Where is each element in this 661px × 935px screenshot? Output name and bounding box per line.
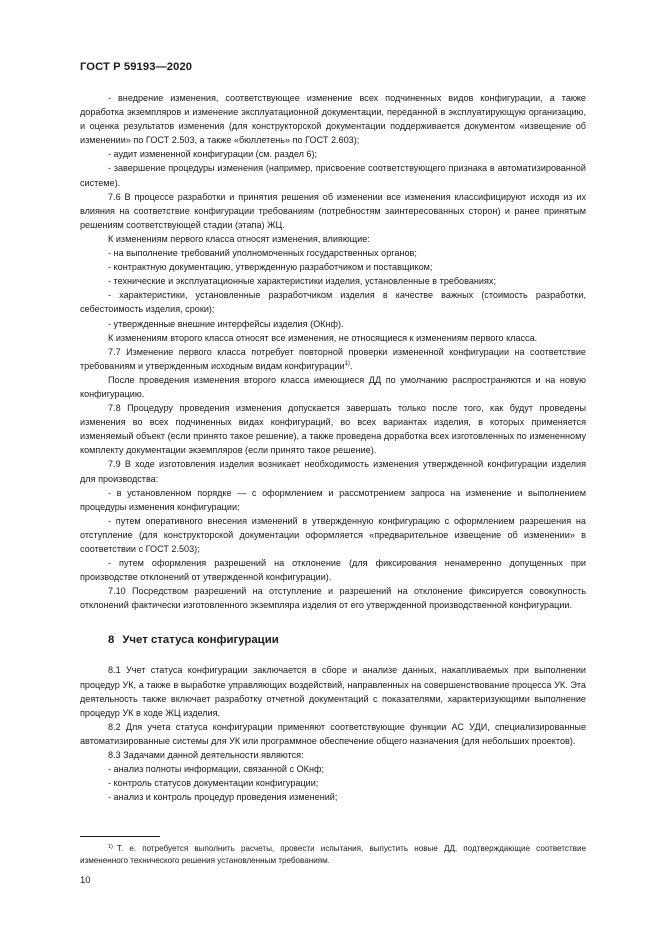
body-paragraph: - контрактную документацию, утвержденную разработчиком и поставщиком; <box>108 262 433 273</box>
body-paragraph: - анализ полноты информации, связанной с ОКнф; <box>108 764 325 775</box>
body-paragraph: - путем оформления разрешений на отклонение (для фиксирования ненамеренно допущенных при производстве отклонений от утвержденной конфигурации). <box>80 558 586 583</box>
footnote <box>80 843 586 867</box>
footnote-separator <box>80 836 160 837</box>
body-paragraph: - в установленном порядке — с оформлением и рассмотрением запроса на изменение и выполнением процедуры изменения конфигурации; <box>80 487 586 512</box>
section-title: Учет статуса конфигурации <box>122 634 279 647</box>
body-paragraph: 7.8 Процедуру проведения изменения допускается завершать только после того, как будут проведены изменения во всех подчиненных видах конфигураций, во всех вариантах изделия, в которых применяется изменяемый объект (если принято такое решение), а также проведена доработка всех изготовленных по измененному комплекту документации экземпляров (если принято такое решение). <box>80 403 586 456</box>
body-paragraph: - характеристики, установленные разработчиком изделия в качестве важных (стоимость разработки, себестоимость изделия, сроки); <box>80 290 586 315</box>
body-paragraph: - контроль статусов документации конфигурации; <box>108 778 319 789</box>
body-paragraph: - технические и эксплуатационные характеристики изделия, установленные в требованиях; <box>108 276 496 287</box>
paragraph-7-7 <box>80 345 586 373</box>
body-paragraph: 7.10 Посредством разрешений на отступление и разрешений на отклонение фиксируется совокупность отклонений фактически изготовленного экземпляра изделия от его утвержденной производственной конфигурации. <box>80 586 586 611</box>
footnote-text: Т. е. потребуется выполнить расчеты, провести испытания, выпустить новые ДД, подтверждающие соответствие измененного технического решения установленным требованиям. <box>80 844 586 866</box>
document-header: ГОСТ Р 59193—2020 <box>80 61 193 73</box>
body-paragraph: - завершение процедуры изменения (например, присвоение соответствующего признака в автоматизированной системе). <box>80 163 586 188</box>
body-paragraph: - на выполнение требований уполномоченных государственных органов; <box>108 248 417 259</box>
page-number: 10 <box>80 875 91 886</box>
section-heading <box>80 633 586 647</box>
body-paragraph: 8.3 Задачами данной деятельности являются: <box>108 750 304 761</box>
footnote-paragraph <box>80 843 586 867</box>
body-paragraph: - внедрение изменения, соответствующее изменение всех подчиненных видов конфигурации, а также доработка экземпляров и изменение эксплуатационной документации, переданной в эксплуатирующую организацию, и оценка результатов изменения (для конструкторской документации поддерживается документом «извещение об изменении» по ГОСТ 2.503, а также «бюллетень» по ГОСТ 2.603); <box>80 93 586 146</box>
page-body <box>80 91 586 804</box>
body-paragraph: - аудит измененной конфигурации (см. раздел 6); <box>108 149 318 160</box>
body-paragraph: 8.2 Для учета статуса конфигурации применяют соответствующие функции АС УДИ, специализированные автоматизированные системы для УК или программное обеспечение общего назначения (для небольших проектов). <box>80 721 586 746</box>
section-number: 8 <box>108 634 115 647</box>
body-paragraph: 7.6 В процессе разработки и принятия решения об изменении все изменения классифицируют исходя из их влияния на соответствие конфигурации требованиям (потребностям заинтересованных сторон) и ранее принятым решениям соответствующей стадии (этапа) ЖЦ. <box>80 191 586 230</box>
footnote-reference[interactable]: 1) <box>344 360 350 367</box>
body-paragraph: 7.9 В ходе изготовления изделия возникает необходимость изменения утвержденной конфигурации изделия для производства: <box>80 459 586 484</box>
body-paragraph: К изменениям первого класса относят изменения, влияющие: <box>108 233 370 244</box>
paragraph-7-7-text: 7.7 Изменение первого класса потребует повторной проверки измененной конфигурации на соответствие требованиям и утвержденным исходным видам конфигурации <box>80 346 586 371</box>
footnote-mark: 1) <box>108 844 113 850</box>
body-paragraph: 8.1 Учет статуса конфигурации заключается в сборе и анализе данных, накапливаемых при выполнении процедур УК, а также в выработке управляющих воздействий, направленных на совершенствование процесса УК. Эта деятельность также включает разработку отчетной документаций с показателями, характеризующими выполнение процедур УК в ходе ЖЦ изделия. <box>80 665 586 718</box>
body-paragraph: К изменениям второго класса относят все изменения, не относящиеся к изменениям первого класса. <box>108 332 538 343</box>
body-paragraph: - путем оперативного внесения изменений в утвержденную конфигурацию с оформлением разрешения на отступление (для конструкторской документации оформляется «предварительное извещение об изменении» в соответствии с ГОСТ 2.503); <box>80 515 586 554</box>
paragraph-7-7-end: . <box>349 360 353 371</box>
body-paragraph: После проведения изменения второго класса имеющиеся ДД по умолчанию распространяются и на новую конфигурацию. <box>80 374 586 399</box>
body-paragraph: - анализ и контроль процедур проведения изменений; <box>108 792 338 803</box>
body-paragraph: - утвержденные внешние интерфейсы изделия (ОКнф). <box>108 318 344 329</box>
